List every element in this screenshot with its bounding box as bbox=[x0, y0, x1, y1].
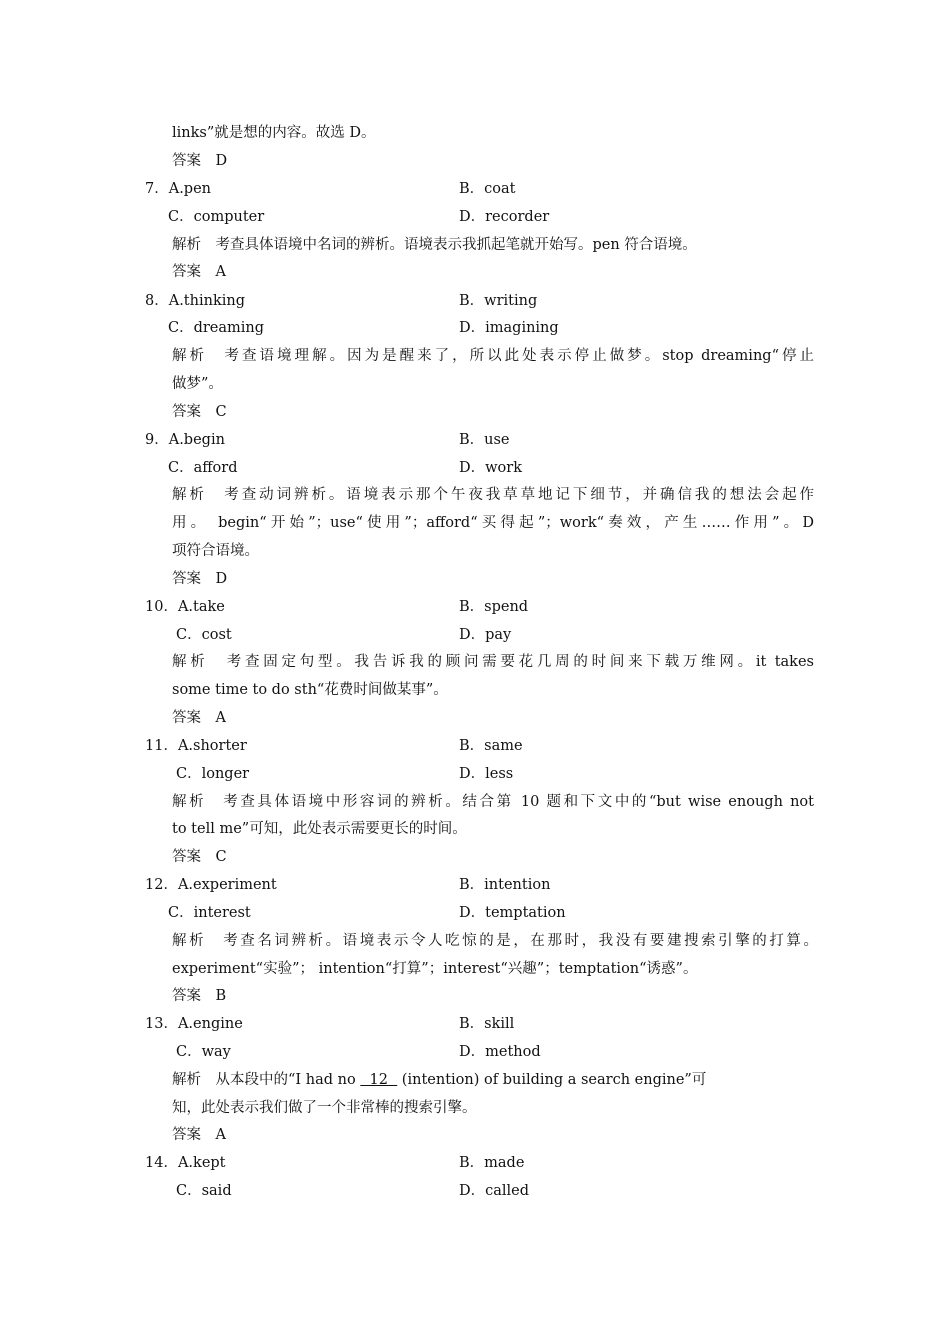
q12-explanation-line-2: experiment“实验”； intention“打算”；interest“兴趣”；temptation“诱惑”。 bbox=[172, 961, 698, 977]
q13-blank-number: 12 bbox=[360, 1072, 398, 1088]
q7-option-d: D．recorder bbox=[459, 209, 550, 225]
q11-explanation-line-2: to tell me”可知，此处表示需要更长的时间。 bbox=[172, 821, 467, 837]
q13-explanation-text-b: (intention) of building a search engine”可 bbox=[397, 1072, 707, 1088]
q9-answer: 答案 D bbox=[172, 571, 228, 587]
q10-explanation-line-1: 解析 考查固定句型。我告诉我的顾问需要花几周的时间来下载万维网。it takes bbox=[172, 654, 814, 670]
q9-option-d: D．work bbox=[459, 460, 522, 476]
q14-option-a: 14．A.kept bbox=[145, 1155, 226, 1171]
q14-option-b: B．made bbox=[459, 1155, 525, 1171]
q13-explanation-line-1 bbox=[172, 1068, 814, 1092]
q8-explanation-line-2: 做梦”。 bbox=[172, 376, 223, 392]
q9-explanation-line-1: 解析 考查动词辨析。语境表示那个午夜我草草地记下细节，并确信我的想法会起作 bbox=[172, 487, 814, 503]
q7-option-a: 7．A.pen bbox=[145, 181, 212, 197]
q12-explanation-line-1: 解析 考查名词辨析。语境表示令人吃惊的是，在那时，我没有要建搜索引擎的打算。 bbox=[172, 933, 818, 949]
q10-option-d: D．pay bbox=[459, 627, 512, 643]
q10-option-c: C．cost bbox=[176, 627, 232, 643]
q10-option-a: 10．A.take bbox=[145, 599, 225, 615]
q7-answer: 答案 A bbox=[172, 264, 226, 280]
q8-option-d: D．imagining bbox=[459, 320, 559, 336]
q13-explanation-text-a: 解析 从本段中的“I had no bbox=[172, 1072, 361, 1088]
q10-explanation-line-2: some time to do sth“花费时间做某事”。 bbox=[172, 682, 448, 698]
q7-explanation: 解析 考查具体语境中名词的辨析。语境表示我抓起笔就开始写。pen 符合语境。 bbox=[172, 237, 697, 253]
q9-option-b: B．use bbox=[459, 432, 510, 448]
q14-option-d: D．called bbox=[459, 1183, 530, 1199]
q13-option-b: B．skill bbox=[459, 1016, 515, 1032]
q9-explanation-line-3: 项符合语境。 bbox=[172, 543, 259, 559]
q11-option-d: D．less bbox=[459, 766, 514, 782]
q9-explanation-line-2: 用。 begin“开始”；use“使用”；afford“买得起”；work“奏效，产生……作用”。D bbox=[172, 515, 814, 531]
q12-option-a: 12．A.experiment bbox=[145, 877, 277, 893]
q8-option-c: C．dreaming bbox=[168, 320, 265, 336]
q13-option-c: C．way bbox=[176, 1044, 231, 1060]
q13-option-a: 13．A.engine bbox=[145, 1016, 243, 1032]
q8-option-b: B．writing bbox=[459, 293, 538, 309]
q12-option-c: C．interest bbox=[168, 905, 251, 921]
q13-option-d: D．method bbox=[459, 1044, 541, 1060]
q12-option-d: D．temptation bbox=[459, 905, 566, 921]
q11-explanation-line-1: 解析 考查具体语境中形容词的辨析。结合第 10 题和下文中的“but wise enough not bbox=[172, 794, 814, 810]
q12-option-b: B．intention bbox=[459, 877, 551, 893]
q10-option-b: B．spend bbox=[459, 599, 529, 615]
answer-line: 答案 D bbox=[172, 153, 228, 169]
q13-answer: 答案 A bbox=[172, 1127, 226, 1143]
q13-explanation-line-2: 知，此处表示我们做了一个非常棒的搜索引擎。 bbox=[172, 1100, 477, 1116]
q7-option-c: C．computer bbox=[168, 209, 265, 225]
q12-answer: 答案 B bbox=[172, 988, 227, 1004]
q14-option-c: C．said bbox=[176, 1183, 232, 1199]
q10-answer: 答案 A bbox=[172, 710, 226, 726]
q9-option-c: C．afford bbox=[168, 460, 238, 476]
q11-option-b: B．same bbox=[459, 738, 523, 754]
q11-answer: 答案 C bbox=[172, 849, 227, 865]
q9-option-a: 9．A.begin bbox=[145, 432, 225, 448]
q8-answer: 答案 C bbox=[172, 404, 227, 420]
q8-option-a: 8．A.thinking bbox=[145, 293, 245, 309]
q8-explanation-line-1: 解析 考查语境理解。因为是醒来了，所以此处表示停止做梦。stop dreaming“停止 bbox=[172, 348, 814, 364]
q7-option-b: B．coat bbox=[459, 181, 516, 197]
explanation-line: links”就是想的内容。故选 D。 bbox=[172, 125, 376, 141]
q11-option-a: 11．A.shorter bbox=[145, 738, 247, 754]
q11-option-c: C．longer bbox=[176, 766, 250, 782]
